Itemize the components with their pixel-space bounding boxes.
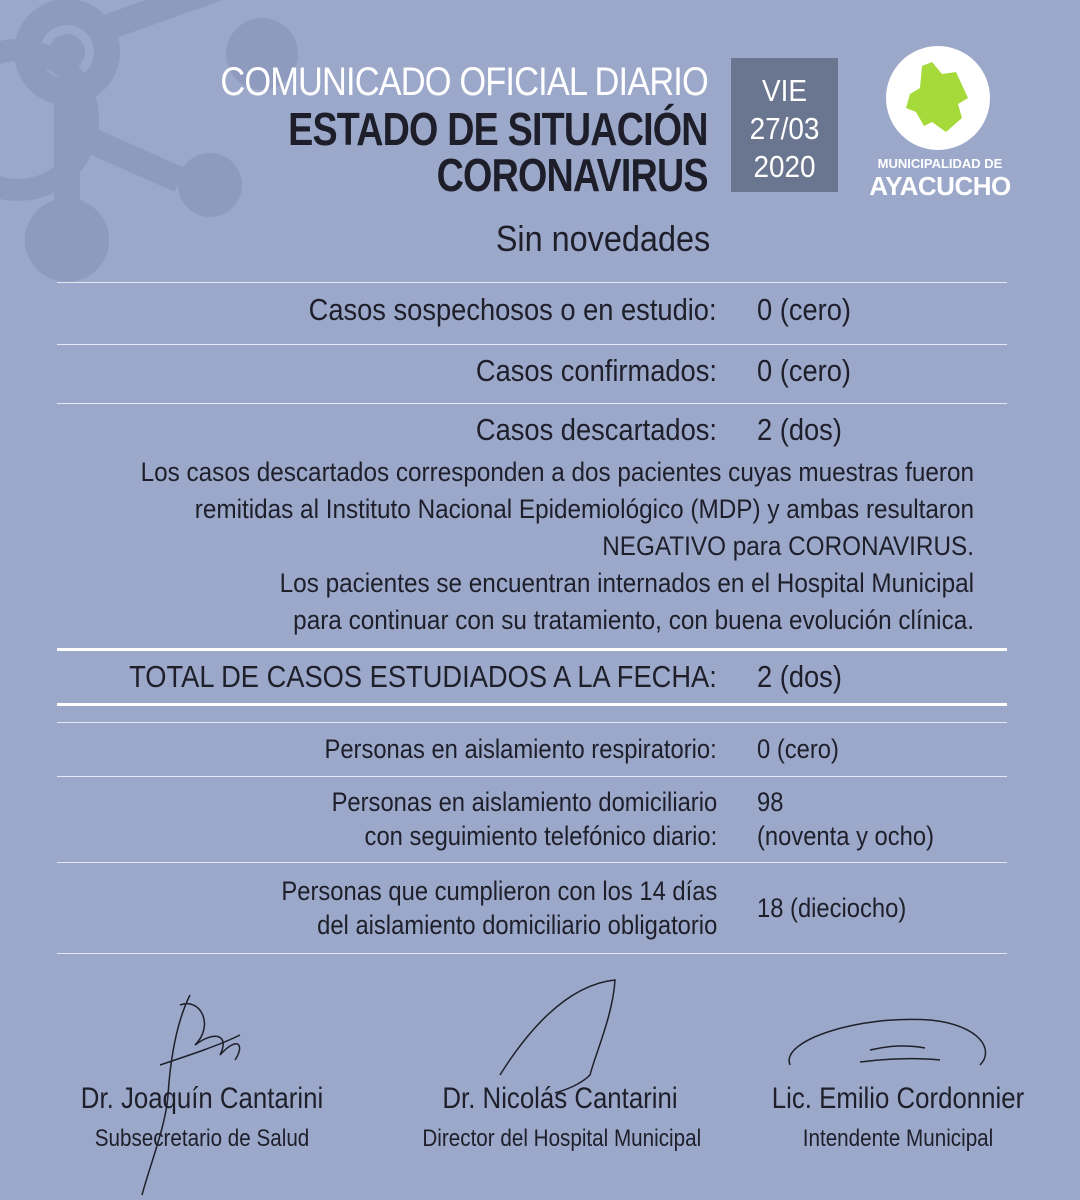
logo-text-top: MUNICIPALIDAD DE bbox=[877, 156, 1003, 171]
header-kicker: COMUNICADO OFICIAL DIARIO bbox=[220, 60, 708, 104]
title-line-1: ESTADO DE SITUACIÓN bbox=[288, 103, 708, 155]
divider bbox=[57, 722, 1007, 723]
status-subtitle: Sin novedades bbox=[495, 218, 710, 259]
suspected-cases-value: 0 (cero) bbox=[757, 292, 851, 327]
signature-role: Director del Hospital Municipal bbox=[422, 1125, 702, 1152]
suspected-cases-label: Casos sospechosos o en estudio: bbox=[309, 292, 717, 327]
divider bbox=[57, 282, 1007, 283]
signature-emilio-cordonnier bbox=[780, 1010, 995, 1080]
signature-role: Intendente Municipal bbox=[802, 1125, 994, 1152]
date-daymonth: 27/03 bbox=[749, 111, 820, 146]
title-line-2: CORONAVIRUS bbox=[436, 149, 708, 201]
discarded-cases-label: Casos descartados: bbox=[475, 412, 717, 447]
signature-name: Lic. Emilio Cordonnier bbox=[771, 1082, 1025, 1115]
confirmed-cases-label: Casos confirmados: bbox=[475, 353, 717, 388]
completed-isolation-label-line: Personas que cumplieron con los 14 días bbox=[281, 876, 717, 906]
discarded-cases-note bbox=[110, 454, 974, 639]
date-badge bbox=[731, 58, 838, 192]
home-isolation-label bbox=[331, 785, 717, 853]
home-isolation-label-line: Personas en aislamiento domiciliario bbox=[331, 787, 717, 817]
municipality-logo bbox=[886, 46, 990, 150]
home-isolation-value-number: 98 bbox=[757, 787, 784, 817]
note-line: Los pacientes se encuentran internados en el Hospital Municipal bbox=[279, 568, 974, 598]
divider bbox=[57, 403, 1007, 404]
date-year: 2020 bbox=[753, 149, 816, 184]
note-line: Los casos descartados corresponden a dos pacientes cuyas muestras fueron bbox=[140, 457, 974, 487]
molecule-decoration-icon bbox=[0, 0, 320, 300]
total-cases-value: 2 (dos) bbox=[757, 659, 842, 694]
divider-thick bbox=[57, 648, 1007, 651]
logo-text-bottom: AYACUCHO bbox=[869, 171, 1011, 201]
divider bbox=[57, 344, 1007, 345]
ayacucho-map-icon bbox=[902, 60, 974, 136]
divider bbox=[57, 953, 1007, 954]
discarded-cases-value: 2 (dos) bbox=[757, 412, 842, 447]
completed-isolation-label bbox=[281, 874, 717, 942]
home-isolation-label-line: con seguimiento telefónico diario: bbox=[364, 821, 717, 851]
home-isolation-value bbox=[757, 785, 934, 853]
home-isolation-value-words: (noventa y ocho) bbox=[757, 821, 934, 851]
signature-name: Dr. Nicolás Cantarini bbox=[442, 1082, 678, 1115]
respiratory-isolation-label: Personas en aislamiento respiratorio: bbox=[324, 734, 717, 764]
note-line: para continuar con su tratamiento, con buena evolución clínica. bbox=[293, 605, 974, 635]
signature-name: Dr. Joaquín Cantarini bbox=[80, 1082, 324, 1115]
total-cases-label: TOTAL DE CASOS ESTUDIADOS A LA FECHA: bbox=[129, 659, 717, 694]
date-day: VIE bbox=[762, 73, 807, 108]
page-title bbox=[288, 103, 708, 201]
note-line: NEGATIVO para CORONAVIRUS. bbox=[602, 531, 974, 561]
signature-nicolas-cantarini bbox=[495, 975, 625, 1095]
completed-isolation-label-line: del aislamiento domiciliario obligatorio bbox=[316, 910, 717, 940]
divider-thick bbox=[57, 703, 1007, 706]
confirmed-cases-value: 0 (cero) bbox=[757, 353, 851, 388]
respiratory-isolation-value: 0 (cero) bbox=[757, 734, 839, 764]
note-line: remitidas al Instituto Nacional Epidemiológico (MDP) y ambas resultaron bbox=[194, 494, 974, 524]
signature-role: Subsecretario de Salud bbox=[94, 1125, 310, 1152]
divider bbox=[57, 776, 1007, 777]
completed-isolation-value: 18 (dieciocho) bbox=[757, 893, 907, 923]
divider bbox=[57, 862, 1007, 863]
